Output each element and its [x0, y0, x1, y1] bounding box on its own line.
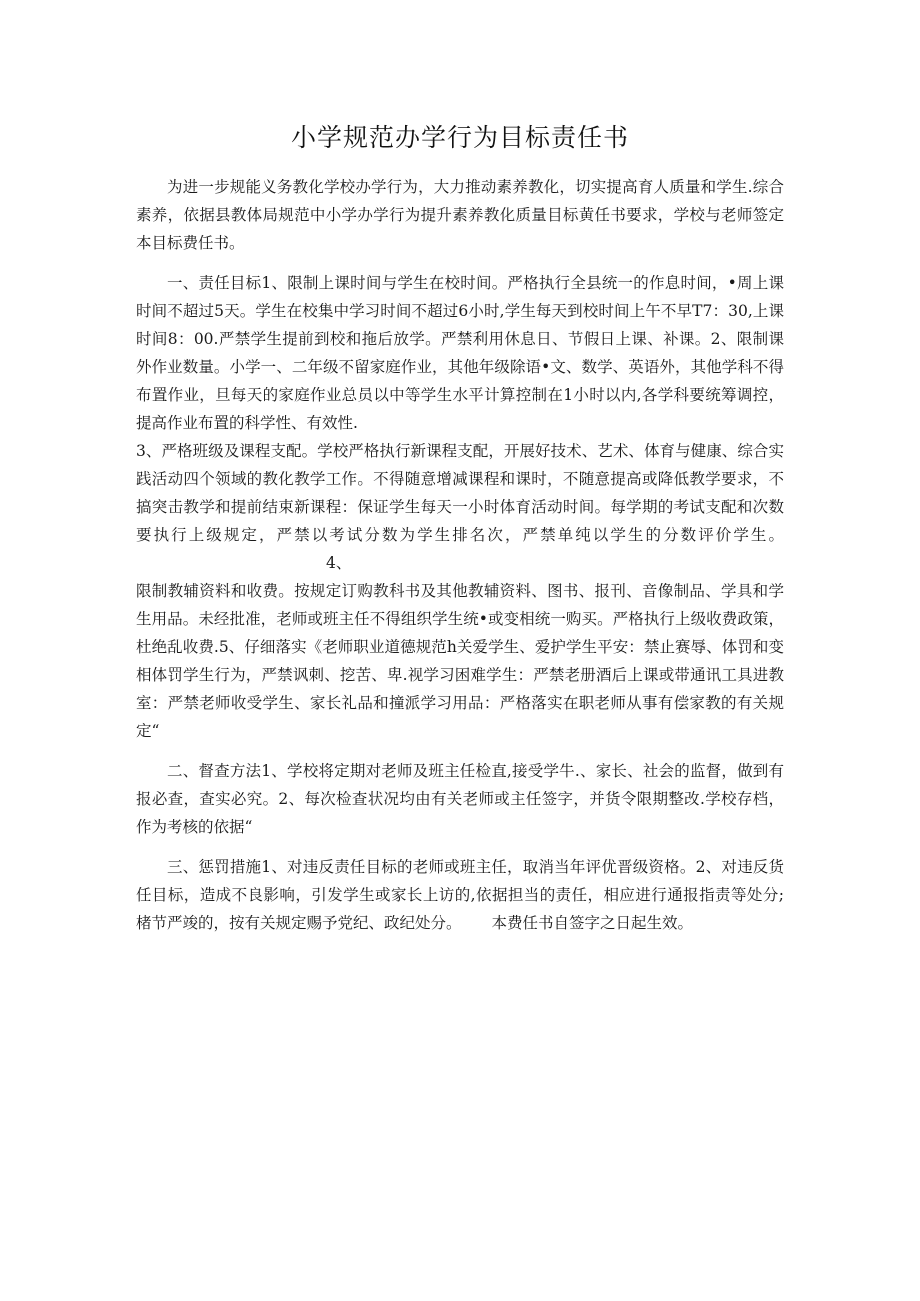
responsibility-goals-text: 一、责任目标1、限制上课时间与学生在校时间。严格执行全县统一的作息时间，•周上课时间不超过5天。学生在校集中学习时间不超过6小时,学生每天到校时间上午不早T7：30,上课时间8：00.严禁学生提前到校和拖后放学。严禁利用休息日、节假日上课、补课。2、限制课外作业数量。小学一、二年级不留家庭作业，其他年级除语•文、数学、英语外，其他学科不得布置作业，旦每天的家庭作业总员以中等学生水平计算控制在1小时以内,各学科要统筹调控，提高作业布置的科学性、有效性.	[136, 274, 784, 432]
penalty-paragraph	[136, 853, 784, 937]
document-body	[136, 173, 784, 937]
effective-clause: 本费任书自签字之日起生效。	[491, 914, 694, 932]
penalty-text: 三、惩罚措施1、对违反责任目标的老师或班主任，取消当年评优晋级资格。2、对违反货任目标，造成不良影响，引发学生或家长上访的,依据担当的责任，相应进行通报指责等处分; 楮节严竣的，按有关规定赐予党纪、政纪处分。	[136, 858, 784, 932]
curriculum-paragraph	[136, 437, 784, 577]
supervision-paragraph: 二、督查方法1、学校将定期对老师及班主任检直,接受学牛.、家长、社会的监督，做到有报必查，查实必究。2、每次检查状况均由有关老师或主任签字，并货令限期整改.学校存档，作为考核的依据“	[136, 762, 784, 836]
materials-fees-paragraph: 限制教辅资料和收费。按规定订购教科书及其他教辅资料、图书、报刊、音像制品、学具和学生用品。未经批准，老师或班主任不得组织学生统•或变相统一购买。严格执行上级收费政策，杜绝乱收费.5、仔细落实《老师职业道德规范h关爱学生、爱护学生平安：禁止赛辱、体罚和变相体罚学生行为，严禁讽刺、挖苦、卑.视学习困难学生：严禁老册酒后上课或带通讯工具进教室：严禁老师收受学生、家长礼品和撞派学习用品：严格落实在职老师从事有偿家教的有关规定“	[136, 582, 784, 740]
responsibility-goals-paragraph	[136, 269, 784, 437]
document-title: 小学规范办学行为目标责任书	[290, 123, 629, 152]
item-4-number: 4、	[326, 554, 352, 572]
curriculum-text: 3、严格班级及课程支配。学校严格执行新课程支配，开展好技术、艺术、体育与健康、综合实践活动四个领域的教化教学工作。不得随意增减课程和课时，不随意提高或降低教学要求，不搞突击教学和提前结束新课程：保证学生每天一小时体育活动时间。每学期的考试支配和次数要执行上级规定，严禁以考试分数为学生排名次，严禁单纯以学生的分数评价学生。	[136, 442, 784, 544]
intro-paragraph: 为进一步规能义务教化学校办学行为，大力推动素养教化，切实提高育人质量和学生.综合素养，依据县教体局规范中小学办学行为提升素养教化质量目标黄任书要求，学校与老师签定本目标费任书。	[136, 178, 784, 252]
